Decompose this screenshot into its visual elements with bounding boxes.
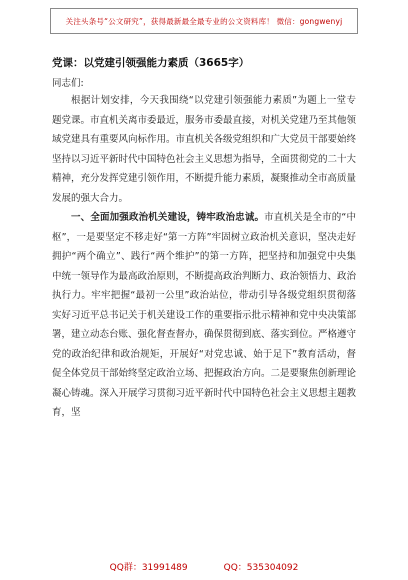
footer-contact xyxy=(50,560,358,573)
paragraph-text: 根据计划安排，今天我围绕“以党建引领强能力素质”为题上一堂专题党课。市直机关离市委最近，服务市委最直接，对机关党建乃至其他领域党建具有重要风向标作用。市直机关各级党组织和广大党员干部要始终坚持以习近平新时代中国特色社会主义思想为指导，全面贯彻党的二十大精神，充分发挥党建引领作用，不断提升能力素质，凝聚推动全市高质量发展的强大合力。 xyxy=(52,95,357,204)
document-body xyxy=(52,42,356,423)
footer-qq-number: QQ：535304092 xyxy=(223,563,299,573)
footer-qq-group: QQ群：31991489 xyxy=(109,563,188,573)
document-title: 党课：以党建引领强能力素质（3665字） xyxy=(52,57,250,69)
header-banner xyxy=(50,8,358,34)
salutation: 同志们: xyxy=(52,78,84,89)
paragraph-section-one xyxy=(52,208,356,423)
header-banner-text: 关注头条号“公文研究”，获得最新最全最专业的公文资料库！ 微信：gongwenyj xyxy=(65,16,343,26)
paragraph-intro xyxy=(52,91,356,208)
paragraph-text: 市直机关是全市的“中枢”，一是要坚定不移走好“第一方阵”牢固树立政治机关意识，坚决走好拥护“两个确立”、践行“两个维护”的第一方阵，把坚持和加强党中央集中统一领导作为最高政治原则，不断提高政治判断力、政治领悟力、政治执行力。牢牢把握“最初一公里”政治站位，带动引导各级党组织贯彻落实好习近平总书记关于机关建设工作的重要指示批示精神和党中央决策部署，建立动态台账、强化督查督办，确保贯彻到底、落实到位。严格遵守党的政治纪律和政治规矩，开展好“对党忠诚、始于足下”教育活动，督促全体党员干部始终坚定政治立场、把握政治方向。二是要聚焦创新理论凝心铸魂。深入开展学习贯彻习近平新时代中国特色社会主义思想主题教育，坚 xyxy=(52,212,357,418)
section-heading: 一、全面加强政治机关建设，铸牢政治忠诚。 xyxy=(71,212,265,223)
